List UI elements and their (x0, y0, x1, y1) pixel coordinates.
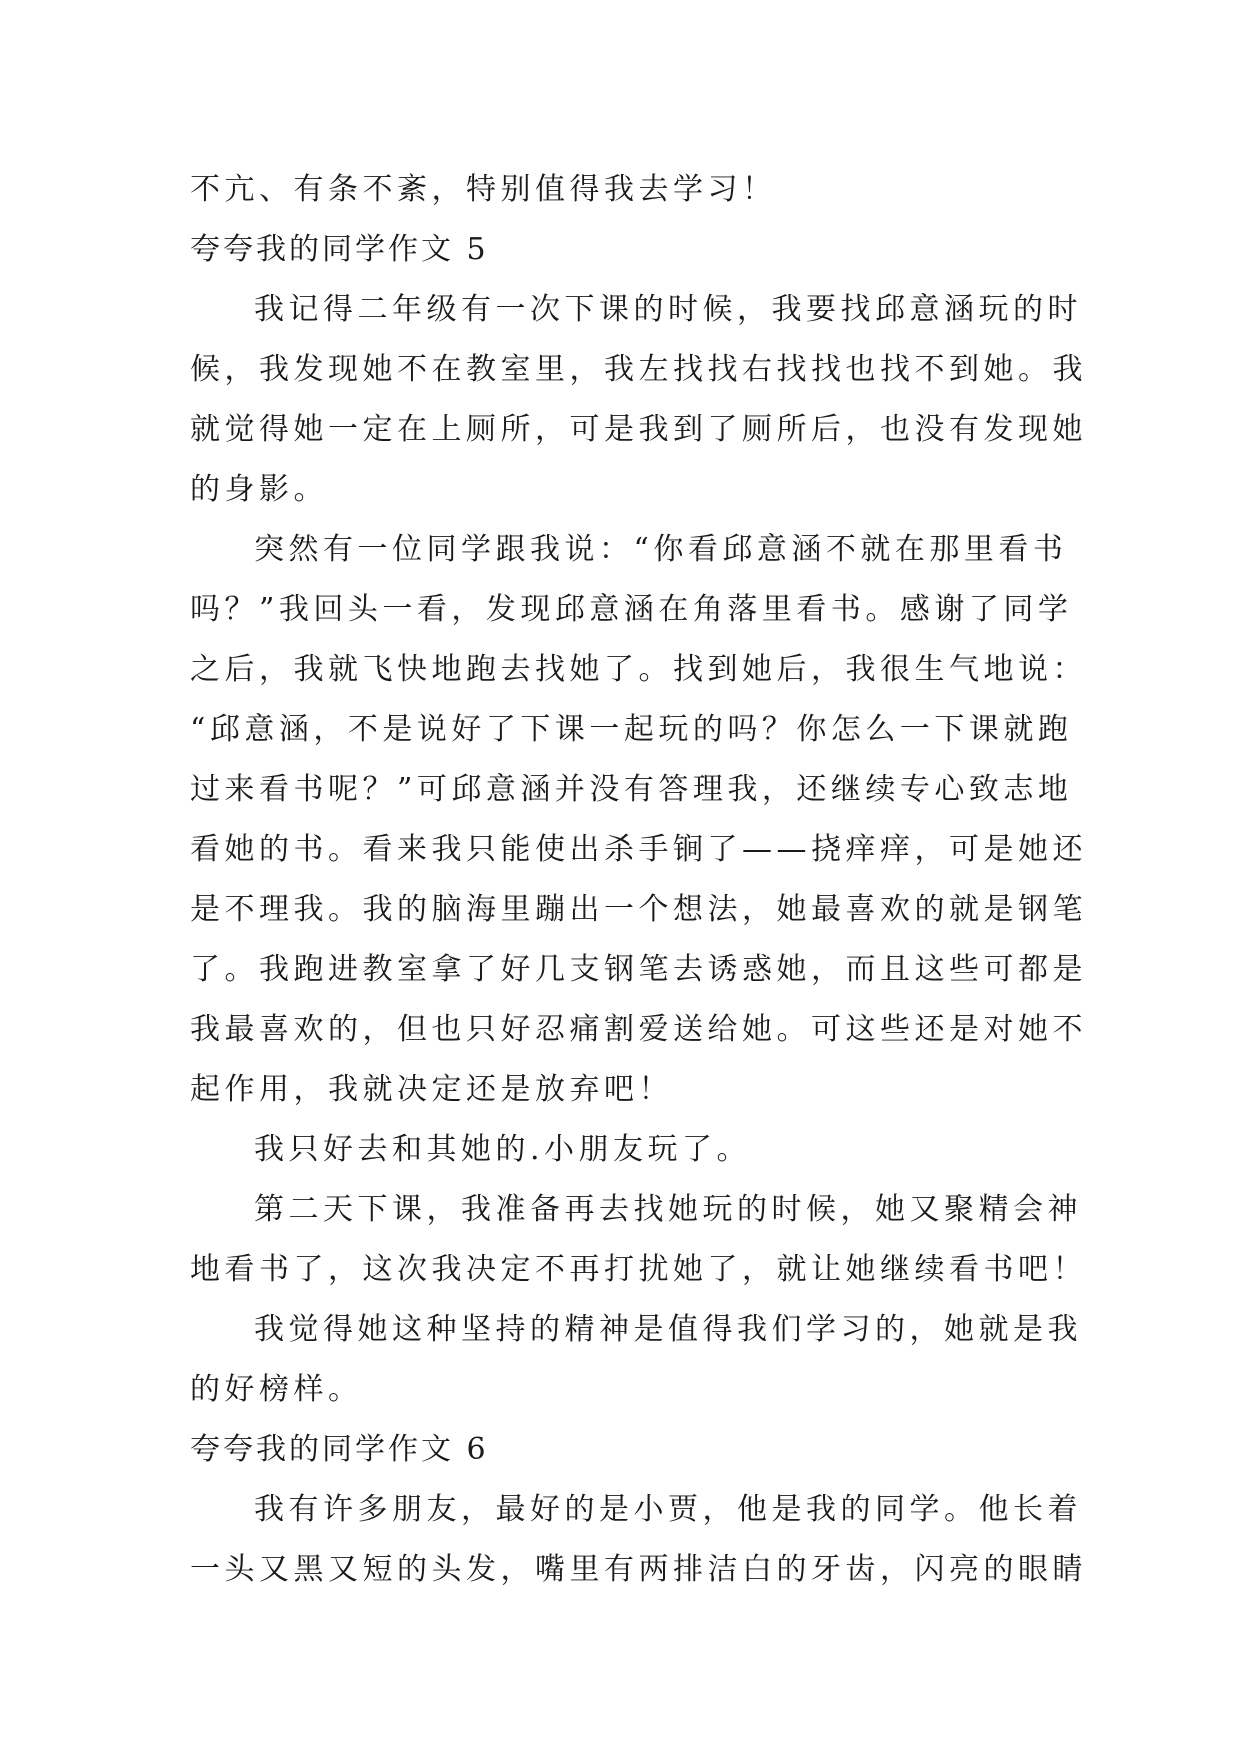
paragraph-line: 第二天下课，我准备再去找她玩的时候，她又聚精会神 (254, 1192, 1082, 1227)
paragraph-line: 一头又黑又短的头发，嘴里有两排洁白的牙齿，闪亮的眼睛 (190, 1552, 1087, 1587)
paragraph-line: 不亢、有条不紊，特别值得我去学习！ (190, 172, 777, 207)
paragraph-line: 起作用，我就决定还是放弃吧！ (190, 1072, 673, 1107)
paragraph-line: 我觉得她这种坚持的精神是值得我们学习的，她就是我 (254, 1312, 1082, 1347)
paragraph-line: 我记得二年级有一次下课的时候，我要找邱意涵玩的时 (254, 292, 1082, 327)
paragraph-line: “邱意涵，不是说好了下课一起玩的吗？你怎么一下课就跑 (190, 712, 1073, 747)
paragraph-line: 候，我发现她不在教室里，我左找找右找找也找不到她。我 (190, 352, 1087, 387)
paragraph-line: 吗？”我回头一看，发现邱意涵在角落里看书。感谢了同学 (190, 592, 1073, 627)
paragraph-line: 是不理我。我的脑海里蹦出一个想法，她最喜欢的就是钢笔 (190, 892, 1087, 927)
essay-title-5: 夸夸我的同学作文 5 (190, 232, 489, 267)
paragraph-line: 我有许多朋友，最好的是小贾，他是我的同学。他长着 (254, 1492, 1082, 1527)
paragraph-line: 之后，我就飞快地跑去找她了。找到她后，我很生气地说： (190, 652, 1087, 687)
paragraph-line: 突然有一位同学跟我说：“你看邱意涵不就在那里看书 (254, 532, 1068, 567)
paragraph-line: 的好榜样。 (190, 1372, 363, 1407)
paragraph-line: 看她的书。看来我只能使出杀手锏了——挠痒痒，可是她还 (190, 832, 1087, 867)
paragraph-line: 我只好去和其她的.小朋友玩了。 (254, 1132, 752, 1167)
essay-title-6: 夸夸我的同学作文 6 (190, 1432, 489, 1467)
document-body (190, 160, 1087, 1600)
paragraph-line: 就觉得她一定在上厕所，可是我到了厕所后，也没有发现她 (190, 412, 1087, 447)
paragraph-line: 的身影。 (190, 472, 328, 507)
paragraph-line: 了。我跑进教室拿了好几支钢笔去诱惑她，而且这些可都是 (190, 952, 1087, 987)
paragraph-line: 我最喜欢的，但也只好忍痛割爱送给她。可这些还是对她不 (190, 1012, 1087, 1047)
paragraph-line: 地看书了，这次我决定不再打扰她了，就让她继续看书吧！ (190, 1252, 1087, 1287)
paragraph-line: 过来看书呢？”可邱意涵并没有答理我，还继续专心致志地 (190, 772, 1073, 807)
